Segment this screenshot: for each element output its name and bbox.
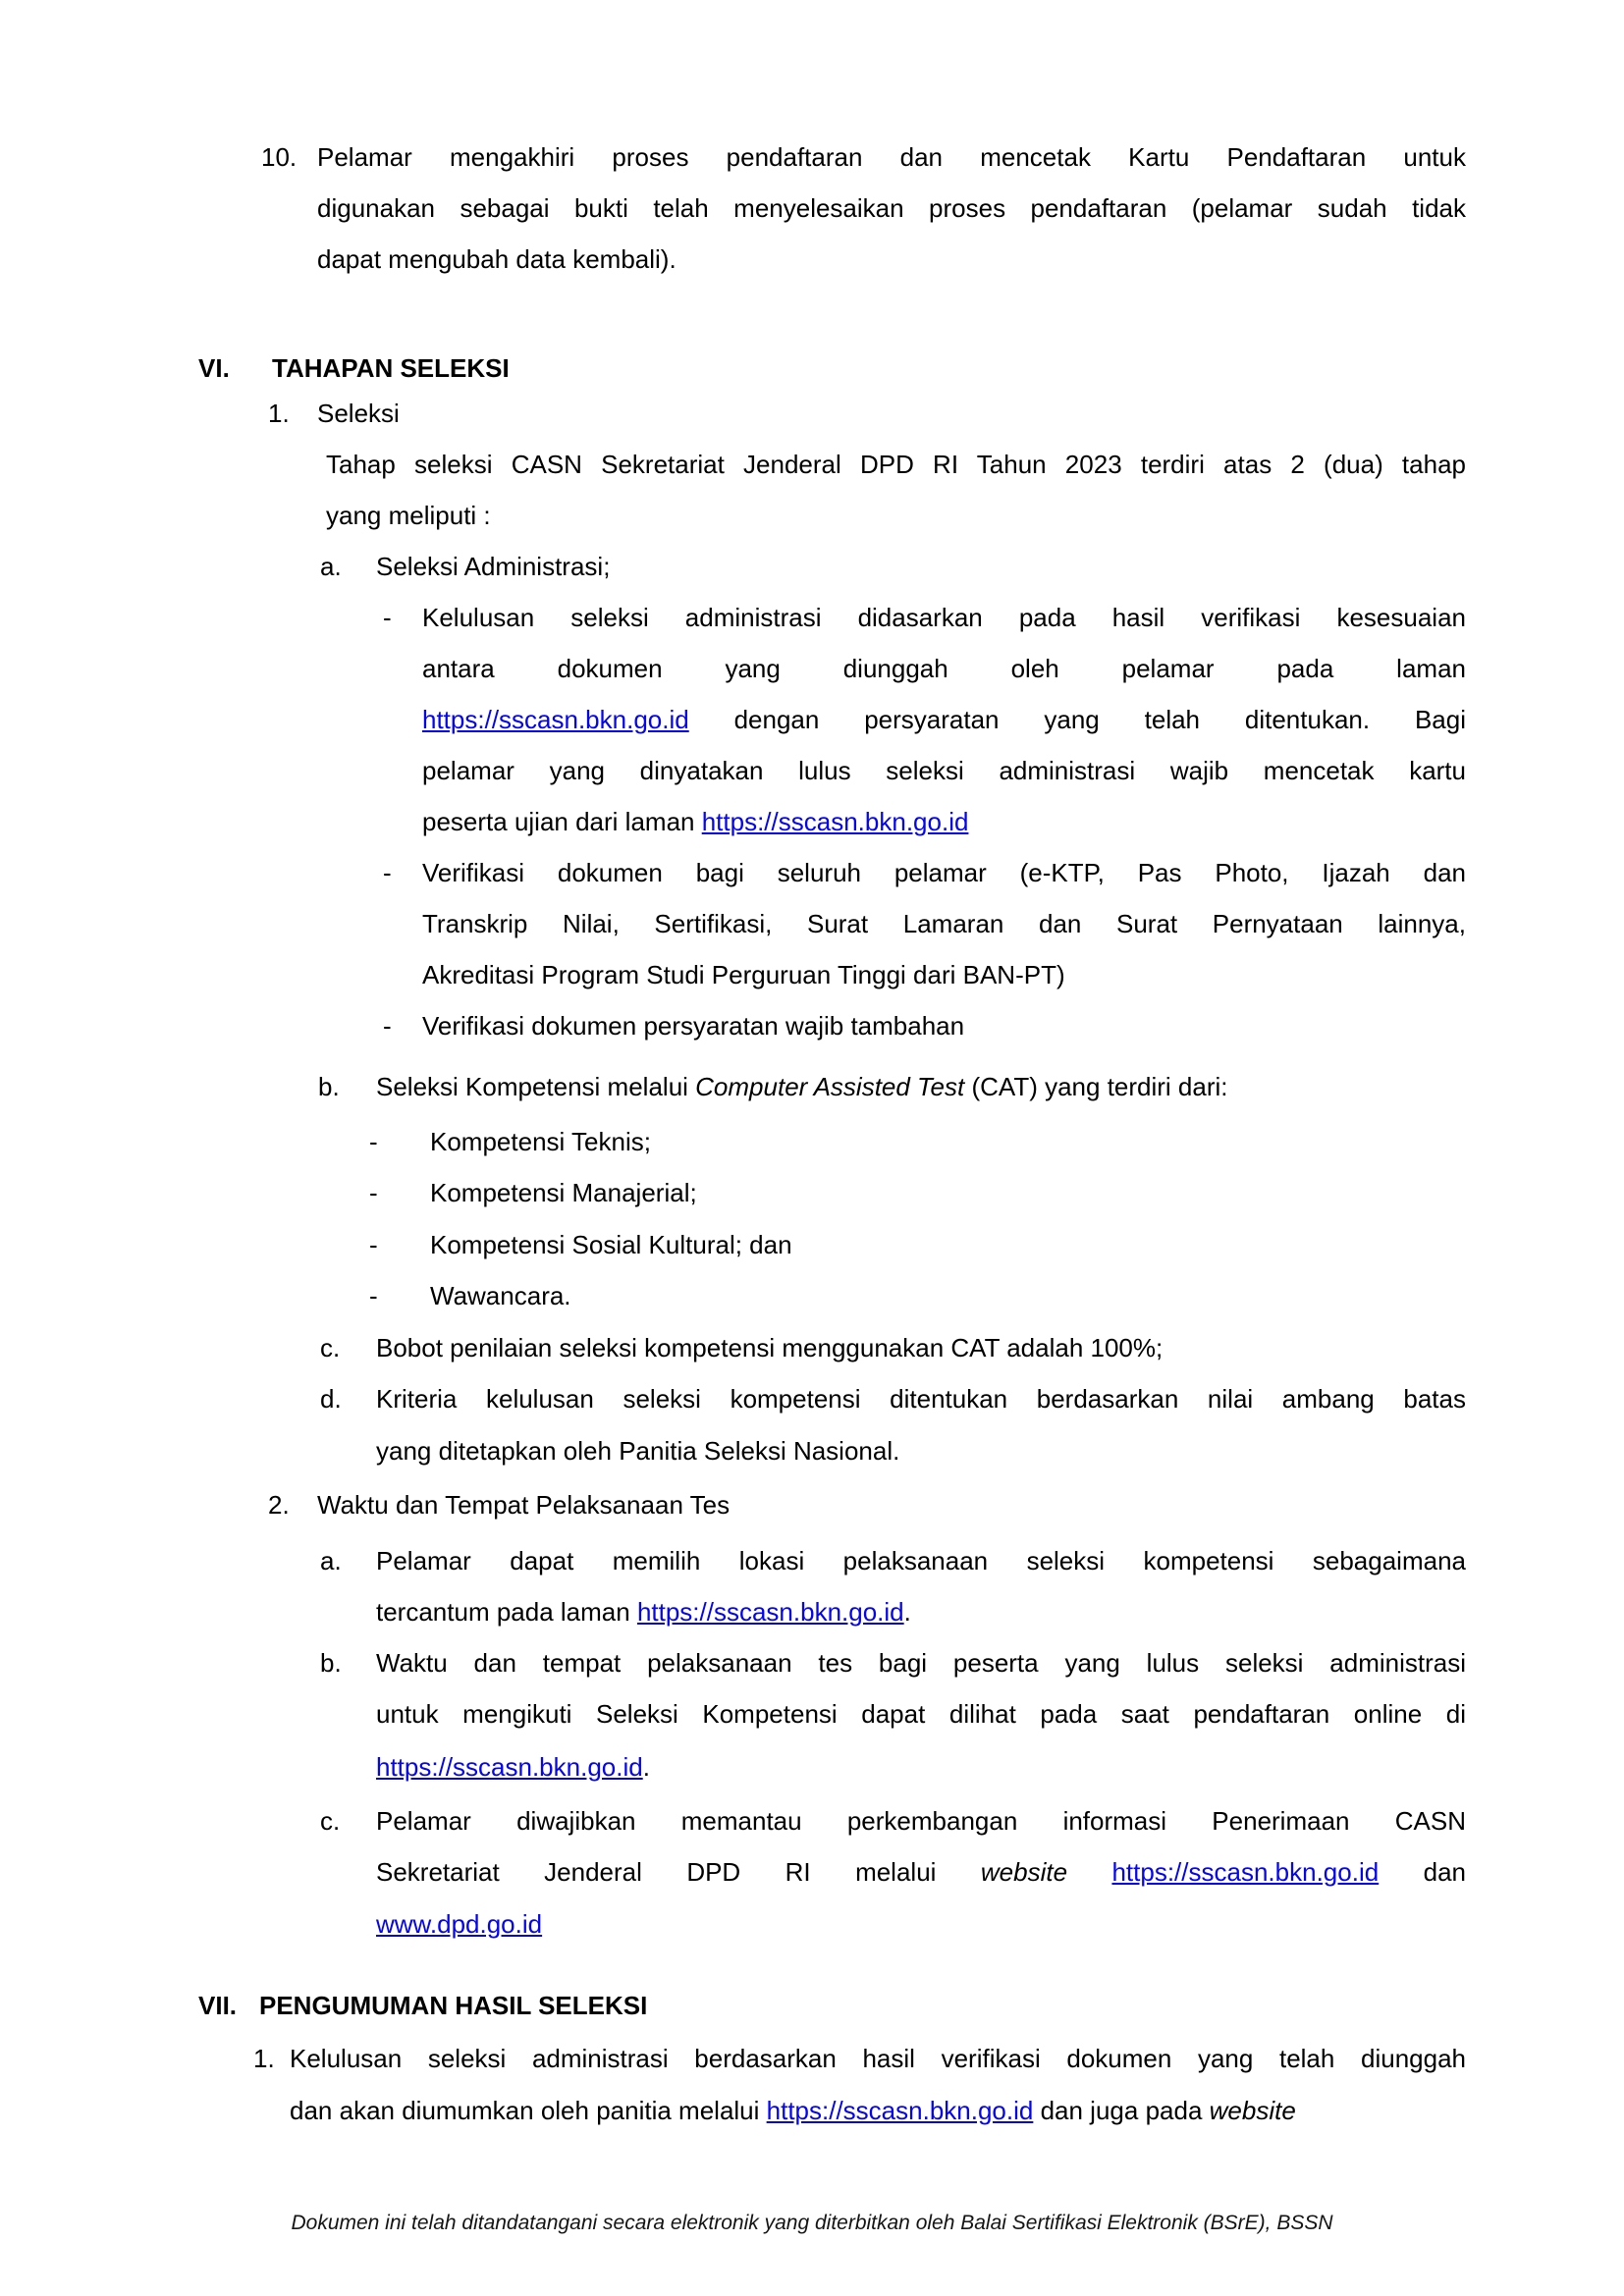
item-2a-line-1 — [320, 1544, 1466, 1577]
item-2c-line-1 — [320, 1804, 1466, 1838]
para-tahap-seleksi-line-1 — [326, 448, 1466, 481]
item-2c-line-3 — [376, 1907, 542, 1941]
section-heading-vi — [198, 351, 510, 385]
text-segment: . — [903, 1597, 911, 1627]
text-segment: antara dokumen yang diunggah oleh pelamar pada laman — [422, 654, 1466, 683]
list-marker: a. — [320, 1546, 342, 1575]
text-segment: (CAT) yang terdiri dari: — [964, 1072, 1228, 1101]
list-marker: 1. — [268, 399, 290, 428]
item-2c-line-2 — [376, 1855, 1466, 1889]
dash-kompetensi-sosial-kultural — [369, 1228, 792, 1261]
text-segment: dapat mengubah data kembali). — [317, 244, 677, 274]
list-marker: d. — [320, 1384, 342, 1414]
item-2a-line-2 — [376, 1595, 911, 1629]
para-tahap-seleksi-line-2 — [326, 499, 491, 532]
text-segment: dan juga pada — [1033, 2096, 1210, 2125]
list-marker: - — [383, 858, 392, 887]
text-segment: Waktu dan tempat pelaksanaan tes bagi peserta yang lulus seleksi administrasi — [376, 1648, 1466, 1678]
text-segment: peserta ujian dari laman — [422, 807, 702, 836]
text-segment: Kelulusan seleksi administrasi didasarkan pada hasil verifikasi kesesuaian — [422, 603, 1466, 632]
text-segment: yang meliputi : — [326, 501, 491, 530]
text-segment: Waktu dan Tempat Pelaksanaan Tes — [317, 1490, 731, 1520]
text-segment: PENGUMUMAN HASIL SELEKSI — [259, 1991, 648, 2020]
list-marker: VII. — [198, 1991, 238, 2020]
dash-verifikasi-line-1 — [383, 856, 1466, 889]
text-segment: Bobot penilaian seleksi kompetensi menggunakan CAT adalah 100%; — [376, 1333, 1164, 1362]
list-marker: - — [383, 1011, 392, 1041]
text-segment: Wawancara. — [430, 1281, 571, 1310]
link-sscasn-bkn-go-id[interactable]: https://sscasn.bkn.go.id — [422, 705, 689, 734]
text-segment: website — [980, 1857, 1068, 1887]
text-segment: website — [1209, 2096, 1296, 2125]
item-10-line-1 — [261, 140, 1466, 174]
item-10-line-3 — [317, 242, 677, 276]
dash-kelulusan-line-2 — [422, 652, 1466, 685]
list-marker: - — [369, 1178, 378, 1207]
item-a-seleksi-administrasi — [320, 550, 611, 583]
text-segment: dan akan diumumkan oleh panitia melalui — [290, 2096, 767, 2125]
text-segment: yang ditetapkan oleh Panitia Seleksi Nasional. — [376, 1436, 900, 1466]
text-segment: untuk mengikuti Seleksi Kompetensi dapat dilihat pada saat pendaftaran online di — [376, 1699, 1466, 1729]
list-marker: - — [383, 603, 392, 632]
link-sscasn-bkn-go-id[interactable]: https://sscasn.bkn.go.id — [1111, 1857, 1380, 1887]
link-sscasn-bkn-go-id[interactable]: https://sscasn.bkn.go.id — [766, 2096, 1034, 2125]
item-2-waktu-tempat — [268, 1488, 731, 1522]
list-marker: - — [369, 1230, 378, 1259]
text-segment: pelamar yang dinyatakan lulus seleksi administrasi wajib mencetak kartu — [422, 756, 1466, 785]
text-segment: digunakan sebagai bukti telah menyelesaikan proses pendaftaran (pelamar sudah tidak — [317, 193, 1466, 223]
text-segment: Pelamar diwajibkan memantau perkembangan informasi Penerimaan CASN — [376, 1806, 1466, 1836]
text-segment: Kelulusan seleksi administrasi berdasarkan hasil verifikasi dokumen yang telah diunggah — [290, 2044, 1466, 2073]
text-segment: Seleksi — [317, 399, 400, 428]
text-segment: Tahap seleksi CASN Sekretariat Jenderal DPD RI Tahun 2023 terdiri atas 2 (dua) tahap — [326, 450, 1466, 479]
item-2b-line-1 — [320, 1646, 1466, 1680]
link-sscasn-bkn-go-id[interactable]: https://sscasn.bkn.go.id — [376, 1752, 643, 1782]
item-b-seleksi-kompetensi — [318, 1070, 1228, 1103]
item-10-line-2 — [317, 191, 1466, 225]
dash-verifikasi-wajib-tambahan — [383, 1009, 965, 1042]
link-sscasn-bkn-go-id[interactable]: https://sscasn.bkn.go.id — [636, 1597, 904, 1627]
text-segment: Kriteria kelulusan seleksi kompetensi ditentukan berdasarkan nilai ambang batas — [376, 1384, 1466, 1414]
list-marker: VI. — [198, 353, 230, 383]
text-segment: Pelamar dapat memilih lokasi pelaksanaan seleksi kompetensi sebagaimana — [376, 1546, 1466, 1575]
list-marker: c. — [320, 1806, 341, 1836]
text-segment: dengan persyaratan yang telah ditentukan. Bagi — [688, 705, 1466, 734]
dash-kelulusan-line-3 — [422, 703, 1466, 736]
list-marker: - — [369, 1127, 378, 1156]
text-segment: tercantum pada laman — [376, 1597, 637, 1627]
text-segment: TAHAPAN SELEKSI — [272, 353, 510, 383]
list-marker: a. — [320, 552, 342, 581]
list-marker: 2. — [268, 1490, 290, 1520]
text-segment: Dokumen ini telah ditandatangani secara elektronik yang diterbitkan oleh Balai Sertifikasi Elektronik (BSrE), BSSN — [291, 2212, 1333, 2234]
text-segment: Kompetensi Sosial Kultural; dan — [430, 1230, 792, 1259]
list-marker: 1. — [253, 2044, 275, 2073]
footer-signature-note — [128, 2207, 1496, 2240]
list-marker: b. — [318, 1072, 340, 1101]
text-segment: Akreditasi Program Studi Perguruan Tinggi dari BAN-PT) — [422, 960, 1065, 989]
item-1-seleksi — [268, 397, 400, 430]
text-segment: Computer Assisted Test — [695, 1072, 965, 1101]
vii-item-1-line-2 — [290, 2094, 1296, 2127]
text-segment: Seleksi Administrasi; — [376, 552, 611, 581]
item-2b-line-2 — [376, 1697, 1466, 1731]
dash-wawancara — [369, 1279, 571, 1312]
text-segment: Seleksi Kompetensi melalui — [376, 1072, 696, 1101]
text-segment: Verifikasi dokumen persyaratan wajib tambahan — [422, 1011, 965, 1041]
link-dpd-go-id[interactable]: www.dpd.go.id — [376, 1909, 543, 1939]
dash-kelulusan-line-5 — [422, 805, 968, 838]
text-segment: Sekretariat Jenderal DPD RI melalui — [376, 1857, 981, 1887]
link-sscasn-bkn-go-id[interactable]: https://sscasn.bkn.go.id — [701, 807, 969, 836]
dash-kelulusan-line-4 — [422, 754, 1466, 787]
text-segment: dan — [1379, 1857, 1466, 1887]
dash-kelulusan-line-1 — [383, 601, 1466, 634]
dash-verifikasi-line-3 — [422, 958, 1065, 991]
item-2b-line-3 — [376, 1750, 650, 1784]
text-segment: Kompetensi Manajerial; — [430, 1178, 697, 1207]
list-marker: b. — [320, 1648, 342, 1678]
text-segment — [1067, 1857, 1111, 1887]
text-segment: Transkrip Nilai, Sertifikasi, Surat Lamaran dan Surat Pernyataan lainnya, — [422, 909, 1466, 938]
text-segment: . — [642, 1752, 650, 1782]
item-d-kriteria-line-1 — [320, 1382, 1466, 1415]
list-marker: 10. — [261, 142, 298, 172]
dash-kompetensi-manajerial — [369, 1176, 697, 1209]
list-marker: c. — [320, 1333, 341, 1362]
section-heading-vii — [198, 1989, 648, 2022]
text-segment: Verifikasi dokumen bagi seluruh pelamar (e-KTP, Pas Photo, Ijazah dan — [422, 858, 1466, 887]
text-segment: Kompetensi Teknis; — [430, 1127, 651, 1156]
text-segment: Pelamar mengakhiri proses pendaftaran dan mencetak Kartu Pendaftaran untuk — [317, 142, 1466, 172]
vii-item-1-line-1 — [253, 2042, 1466, 2075]
item-c-bobot — [320, 1331, 1164, 1364]
list-marker: - — [369, 1281, 378, 1310]
dash-verifikasi-line-2 — [422, 907, 1466, 940]
item-d-kriteria-line-2 — [376, 1434, 899, 1468]
dash-kompetensi-teknis — [369, 1125, 651, 1158]
